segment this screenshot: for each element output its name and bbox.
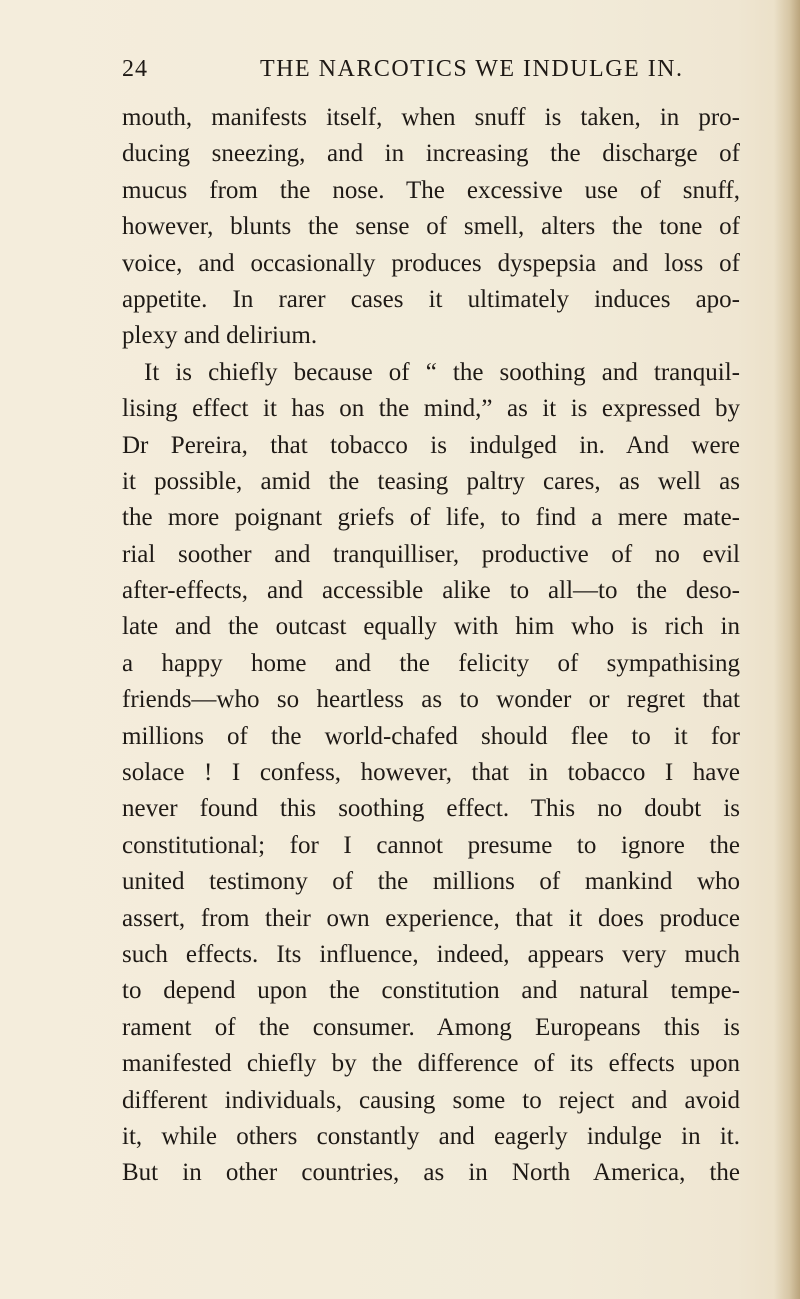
text-line: united testimony of the millions of mankind who: [122, 868, 740, 896]
text-line: mouth, manifests itself, when snuff is taken, in pro-: [122, 104, 740, 131]
text-line: never found this soothing effect. This no doubt is: [122, 795, 740, 823]
text-line: millions of the world-chafed should flee to it for: [122, 722, 740, 750]
text-line: late and the outcast equally with him who is rich in: [122, 613, 740, 641]
text-line: voice, and occasionally produces dyspepsia and loss of: [122, 249, 740, 277]
text-line: But in other countries, as in North America, the: [122, 1159, 740, 1187]
text-line: it, while others constantly and eagerly indulge in it.: [122, 1122, 740, 1150]
text-line: different individuals, causing some to reject and avoid: [122, 1086, 740, 1114]
page-number: 24: [122, 56, 148, 82]
text-line: mucus from the nose. The excessive use of snuff,: [122, 176, 740, 204]
text-line: to depend upon the constitution and natural tempe-: [122, 977, 740, 1005]
text-line: constitutional; for I cannot presume to ignore the: [122, 831, 740, 859]
text-line: appetite. In rarer cases it ultimately induces apo-: [122, 285, 740, 313]
page-header: [122, 56, 740, 90]
running-head: THE NARCOTICS WE INDULGE IN.: [260, 56, 684, 82]
text-line: assert, from their own experience, that it does produce: [122, 904, 740, 932]
text-line: Dr Pereira, that tobacco is indulged in. And were: [122, 431, 740, 459]
text-line: friends—who so heartless as to wonder or regret that: [122, 686, 740, 714]
text-line: a happy home and the felicity of sympathising: [122, 649, 740, 677]
text-line: lising effect it has on the mind,” as it is expressed by: [122, 395, 740, 423]
text-line: however, blunts the sense of smell, alters the tone of: [122, 213, 740, 241]
body-text: [122, 100, 740, 1192]
text-line: it possible, amid the teasing paltry cares, as well as: [122, 467, 740, 495]
text-line: solace ! I confess, however, that in tobacco I have: [122, 759, 740, 787]
text-line: after-effects, and accessible alike to all—to the deso-: [122, 577, 740, 605]
text-line: manifested chiefly by the difference of its effects upon: [122, 1050, 740, 1078]
text-line: rament of the consumer. Among Europeans this is: [122, 1013, 740, 1041]
text-line: plexy and delirium.: [122, 322, 318, 350]
text-line: ducing sneezing, and in increasing the discharge of: [122, 140, 740, 168]
text-line: such effects. Its influence, indeed, appears very much: [122, 940, 740, 968]
text-line: It is chiefly because of “ the soothing and tranquil-: [144, 358, 740, 386]
page-edge-shadow: [774, 0, 800, 1299]
text-line: rial soother and tranquilliser, productive of no evil: [122, 540, 740, 568]
text-line: the more poignant griefs of life, to find a mere mate-: [122, 504, 740, 532]
